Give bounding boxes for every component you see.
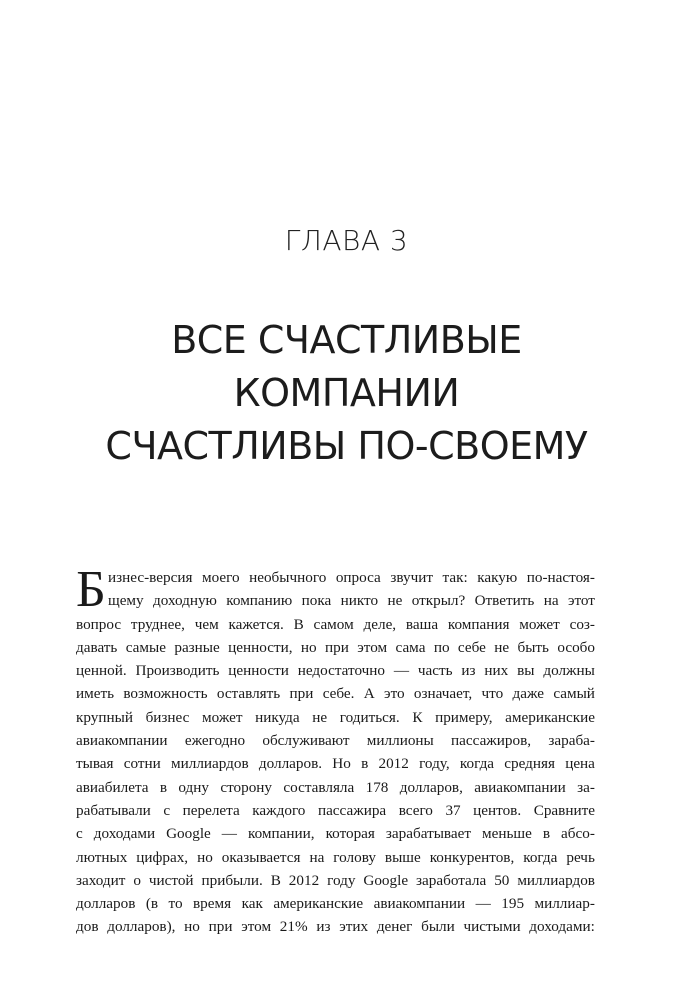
text-line: изнес-версия моего необычного опроса звучит так: какую по-настоя- xyxy=(108,569,595,586)
text-line: тывая сотни миллиардов долларов. Но в 2012 году, когда средняя цена xyxy=(76,755,595,773)
chapter-title-line-1: ВСЕ СЧАСТЛИВЫЕ xyxy=(171,318,522,362)
drop-cap: Б xyxy=(76,561,106,618)
text-line: ценной. Производить ценности недостаточно — часть из них вы должны xyxy=(76,662,595,680)
text-line: рабатывали с перелета каждого пассажира всего 37 центов. Сравните xyxy=(76,801,595,819)
text-line: иметь возможность оставлять при себе. А это означает, что даже самый xyxy=(76,685,595,703)
text-line: щему доходную компанию пока никто не открыл? Ответить на этот xyxy=(108,592,595,610)
chapter-title-line-3: СЧАСТЛИВЫ ПО-СВОЕМУ xyxy=(105,424,588,468)
chapter-label: ГЛАВА 3 xyxy=(284,224,409,257)
text-line: крупный бизнес может никуда не годиться. К примеру, американские xyxy=(76,708,595,726)
text-line: дов долларов), но при этом 21% из этих денег были чистыми доходами: xyxy=(76,918,595,936)
chapter-title xyxy=(0,314,693,473)
text-line: долларов (в то время как американские авиакомпании — 195 миллиар- xyxy=(76,895,595,913)
text-line: заходит о чистой прибыли. В 2012 году Google заработала 50 миллиардов xyxy=(76,871,595,889)
paragraph-lines xyxy=(76,561,595,939)
text-line: лютных цифрах, но оказывается на голову выше конкурентов, когда речь xyxy=(76,848,595,866)
chapter-title-line-2: КОМПАНИИ xyxy=(233,371,460,415)
body-paragraph xyxy=(76,561,595,939)
text-line: вопрос труднее, чем кажется. В самом деле, ваша компания может соз- xyxy=(76,615,595,633)
text-line: авиабилета в одну сторону составляла 178 долларов, авиакомпании за- xyxy=(76,778,595,796)
text-line: с доходами Google — компании, которая зарабатывает меньше в абсо- xyxy=(76,825,595,843)
text-line: давать самые разные ценности, но при этом сама по себе не быть особо xyxy=(76,638,595,656)
text-line: авиакомпании ежегодно обслуживают миллионы пассажиров, зараба- xyxy=(76,732,595,750)
